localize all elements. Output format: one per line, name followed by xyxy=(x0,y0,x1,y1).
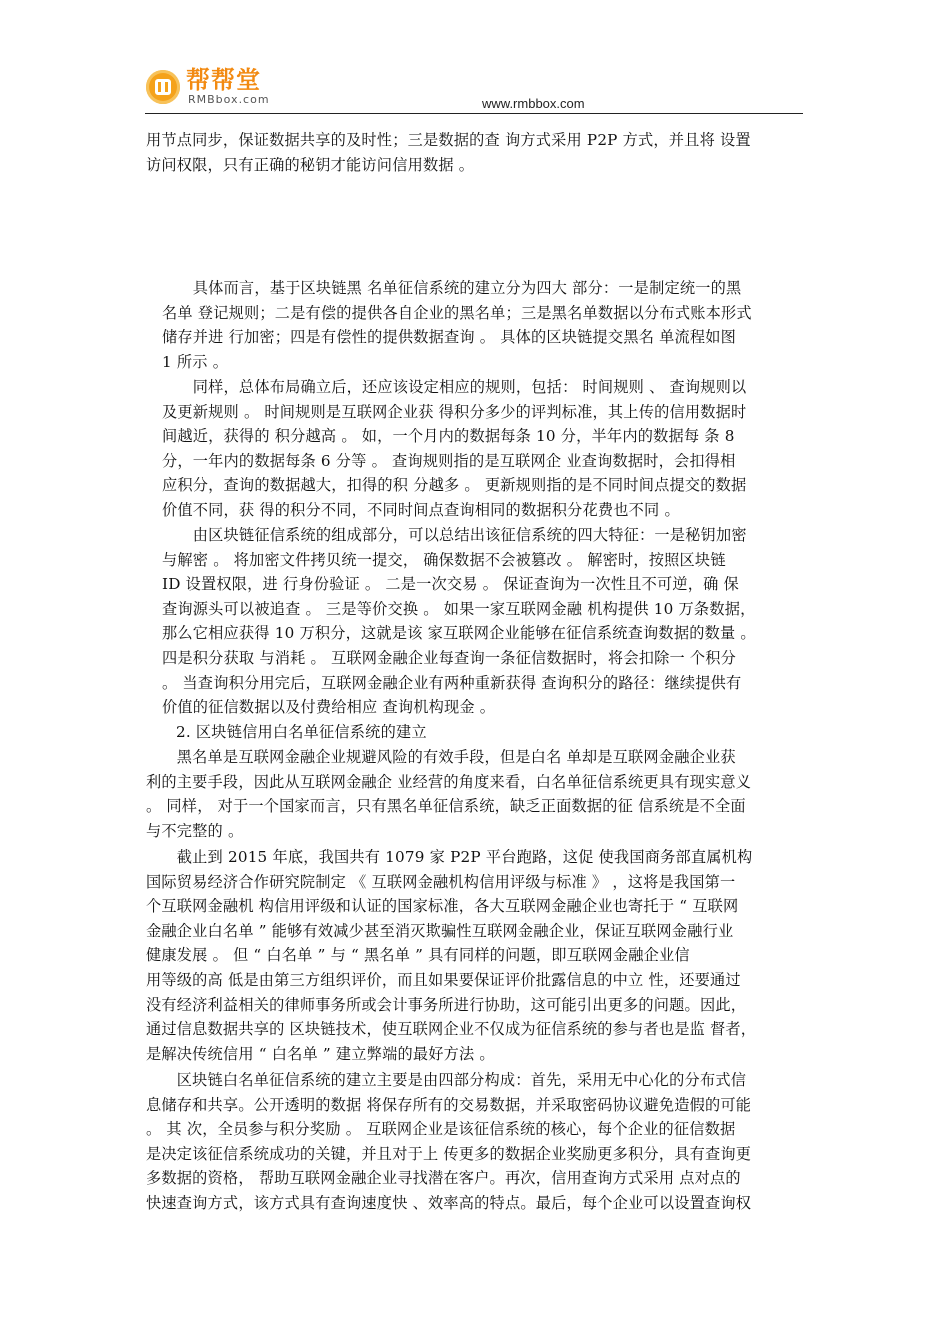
text-line: 。 当查询积分用完后，互联网金融企业有两种重新获得 查询积分的路径：继续提供有 xyxy=(162,673,742,692)
text-line: 用等级的高 低是由第三方组织评价，而且如果要保证评价批露信息的中立 性，还要通过 xyxy=(146,970,741,989)
text-line: 与解密 。 将加密文件拷贝统一提交， 确保数据不会被篡改 。 解密时，按照区块链 xyxy=(162,550,726,569)
text-line: 用节点同步，保证数据共享的及时性；三是数据的查 询方式采用 P2P 方式，并且将 设置 xyxy=(146,131,751,149)
page-header xyxy=(0,0,950,120)
text-line: 应积分，查询的数据越大，扣得的积 分越多 。 更新规则指的是不同时间点提交的数据 xyxy=(162,476,747,495)
text-line: 快速查询方式，该方式具有查询速度快 、效率高的特点。最后，每个企业可以设置查询权 xyxy=(146,1193,752,1212)
text-line: 储存并进 行加密；四是有偿性的提供数据查询 。 具体的区块链提交黑名 单流程如图 xyxy=(162,328,737,347)
text-line: 黑名单是互联网金融企业规避风险的有效手段，但是白名 单却是互联网金融企业获 xyxy=(146,748,736,766)
text-line: 与不完整的 。 xyxy=(146,821,244,840)
text-line: 同样，总体布局确立后，还应该设定相应的规则，包括： 时间规则 、 查询规则以 xyxy=(162,378,747,396)
text-line: 查询源头可以被追查 。 三是等价交换 。 如果一家互联网金融 机构提供 10 万条数据， xyxy=(162,599,756,618)
text-line: 名单 登记规则；二是有偿的提供各自企业的黑名单；三是黑名单数据以分布式账本形式 xyxy=(162,303,752,322)
text-line: 。 其 次，全员参与积分奖励 。 互联网企业是该征信系统的核心，每个企业的征信数据 xyxy=(146,1120,736,1139)
logo-chinese-name: 帮帮堂 xyxy=(186,66,261,94)
logo-english-name: RMBbox.com xyxy=(188,93,270,106)
text-line: ID 设置权限，进 行身份验证 。 二是一次交易 。 保证查询为一次性且不可逆，确 保 xyxy=(162,575,739,594)
text-line: 分，一年内的数据每条 6 分等 。 查询规则指的是互联网企 业查询数据时，会扣得相 xyxy=(162,451,736,470)
text-line: 健康发展 。 但 “ 白名单 ” 与 “ 黑名单 ” 具有同样的问题，即互联网金融企业信 xyxy=(146,946,690,965)
paragraph-continued xyxy=(146,128,751,177)
paragraph-p2p-background xyxy=(146,845,756,1066)
text-line: 没有经济利益相关的律师事务所或会计事务所进行协助，这可能引出更多的问题。因此， xyxy=(146,995,747,1014)
text-line: 多数据的资格， 帮助互联网金融企业寻找潜在客户。再次，信用查询方式采用 点对点的 xyxy=(146,1169,741,1188)
section-heading xyxy=(176,720,427,745)
heading-text: 2. 区块链信用白名单征信系统的建立 xyxy=(176,723,427,741)
text-line: 金融企业白名单 ” 能够有效减少甚至消灭欺骗性互联网金融企业，保证互联网金融行业 xyxy=(146,921,734,940)
header-divider xyxy=(145,113,803,114)
text-line: 利的主要手段，因此从互联网金融企 业经营的角度来看，白名单征信系统更具有现实意义 xyxy=(146,772,752,791)
paragraph-four-features xyxy=(162,523,756,720)
text-line: 区块链白名单征信系统的建立主要是由四部分构成：首先，采用无中心化的分布式信 xyxy=(146,1071,747,1089)
text-line: 及更新规则 。 时间规则是互联网企业获 得积分多少的评判标准，其上传的信用数据时 xyxy=(162,402,747,421)
site-url: www.rmbbox.com xyxy=(482,96,585,111)
text-line: 息储存和共享。公开透明的数据 将保存所有的交易数据，并采取密码协议避免造假的可能 xyxy=(146,1095,752,1114)
text-line: 价值的征信数据以及付费给相应 查询机构现金 。 xyxy=(162,698,496,717)
text-line: 具体而言，基于区块链黑 名单征信系统的建立分为四大 部分：一是制定统一的黑 xyxy=(162,279,742,297)
text-line: 由区块链征信系统的组成部分，可以总结出该征信系统的四大特征：一是秘钥加密 xyxy=(162,526,747,544)
text-line: 价值不同，获 得的积分不同，不同时间点查询相同的数据积分花费也不同 。 xyxy=(162,500,680,519)
text-line: 间越近，获得的 积分越高 。 如，一个月内的数据每条 10 分，半年内的数据每 条 8 xyxy=(162,427,735,446)
paragraph-blacklist-overview xyxy=(162,276,752,374)
rmbbox-logo xyxy=(146,66,286,110)
text-line: 是决定该征信系统成功的关键，并且对于上 传更多的数据企业奖励更多积分，具有查询更 xyxy=(146,1144,752,1163)
logo-badge-icon xyxy=(146,70,180,104)
text-line: 是解决传统信用 “ 白名单 ” 建立弊端的最好方法 。 xyxy=(146,1044,495,1063)
text-line: 截止到 2015 年底，我国共有 1079 家 P2P 平台跑路，这促 使我国商务部直属机构 xyxy=(146,848,753,866)
paragraph-whitelist-intro xyxy=(146,745,751,843)
text-line: 通过信息数据共享的 区块链技术，使互联网企业不仅成为征信系统的参与者也是监 督者， xyxy=(146,1020,757,1039)
text-line: 。 同样， 对于一个国家而言，只有黑名单征信系统，缺乏正面数据的征 信系统是不全面 xyxy=(146,797,746,816)
text-line: 那么它相应获得 10 万积分，这就是该 家互联网企业能够在征信系统查询数据的数量 。 xyxy=(162,624,756,643)
text-line: 个互联网金融机 构信用评级和认证的国家标准，各大互联网金融企业也寄托于 “ 互联网 xyxy=(146,897,739,916)
paragraph-whitelist-components xyxy=(146,1068,751,1216)
text-line: 1 所示 。 xyxy=(162,352,229,371)
text-line: 国际贸易经济合作研究院制定 《 互联网金融机构信用评级与标准 》 ，这将是我国第一 xyxy=(146,872,736,891)
paragraph-rules xyxy=(162,375,746,523)
text-line: 四是积分获取 与消耗 。 互联网金融企业每查询一条征信数据时，将会扣除一 个积分 xyxy=(162,648,737,667)
text-line: 访问权限，只有正确的秘钥才能访问信用数据 。 xyxy=(146,155,475,174)
